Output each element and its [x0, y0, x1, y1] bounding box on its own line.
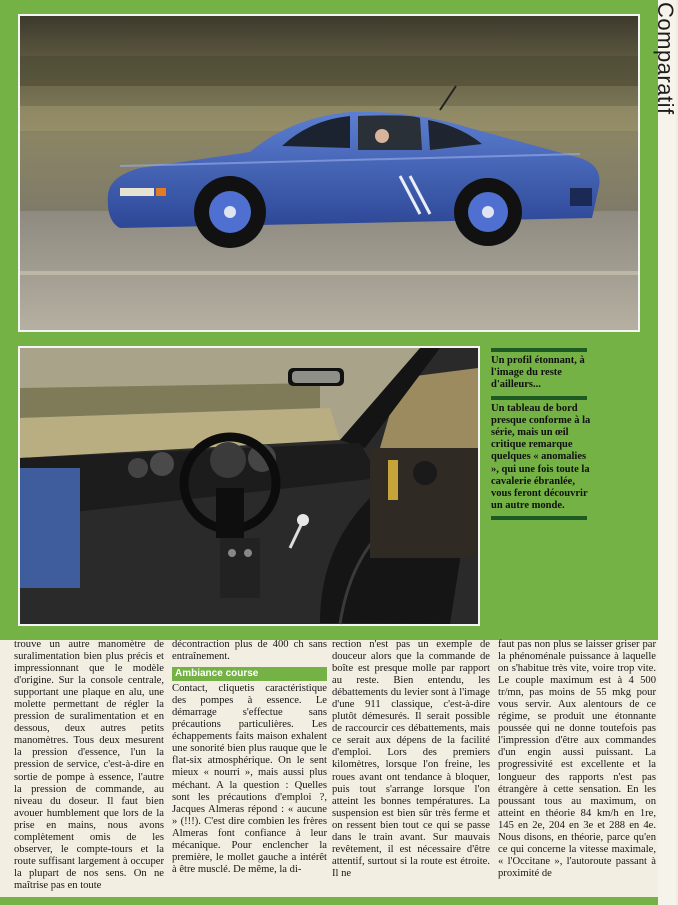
- section-title-vertical: [653, 2, 678, 142]
- column-1-text: trouve un autre manomètre de suralimentation bien plus précis et impressionnant que le modèle d'origine. Sur la console centrale, supportant une plaque en alu, une molette permettant de régler la pression de suralimentation et en dessous, deux autres petits manomètres. Tous deux mesurent la pression d'essence, l'un la pression de service, c'est-à-dire en sortie de pompe à essence, l'autre la pression de commande, au niveau du doseur. Il faut bien avouer humblement que lors de la prise en mains, nous avons complètement omis de les observer, le compte-tours et la route suffisant largement à occuper la plupart de nos sens. On ne maîtrise pas en toute: [14, 639, 164, 891]
- column-2-text: Contact, cliquetis caractéristique des pompes à essence. Le démarrage s'effectue sans précautions particulières. Les échappements faits maison exhalent une sonorité bien plus rauque que le flat-six atmosphérique. On le sent mieux « nourri », mais aussi plus méchant. A la question : Quelles sont les précautions d'emploi ?, Jacques Almeras répond : « aucune » (!!!). C'est dire combien les frères Almeras font confiance à leur mécanique. Pour enclencher la première, le mollet gauche a intérêt à être musclé. De même, la di-: [172, 683, 327, 875]
- caption-rule-bottom: [491, 516, 587, 520]
- column-4-text: faut pas non plus se laisser griser par la phénoménale puissance à laquelle on s'habitue très vite, voire trop vite. Le couple maximum est à 4 500 tr/mn, pas moins de 55 mkg pour vous servir. Aux alentours de ce régime, se produit une étonnante poussée qui ne donne toutefois pas l'impression d'être aux commandes d'un engin aussi puissant. La progressivité est excellente et la longueur des rapports n'est pas étrangère à cette sensation. En les poussant tous au maximum, on atteint en théorie 84 km/h en 1re, 145 en 2e, 204 en 3e et 288 en 4e. Nous disons, en théorie, parce qu'en ce qui concerne la vitesse maximale, « l'Occitane », l'autoroute passant à proximité de: [498, 639, 656, 879]
- caption-rule-middle: [491, 396, 587, 400]
- column-2-intro: décontraction plus de 400 ch sans entraînement.: [172, 639, 327, 663]
- article-body: [14, 639, 658, 901]
- caption-block-2: Un tableau de bord presque conforme à la série, mais un œil critique remarque quelques « anomalies », qui une fois toute la cavalerie ébranlée, vous feront découvrir un autre monde.: [491, 402, 591, 512]
- article-column-3: [332, 639, 490, 880]
- photo-caption: [491, 348, 591, 523]
- car-interior-illustration: [20, 348, 478, 624]
- article-column-4: [498, 639, 656, 880]
- column-3-text: rection n'est pas un exemple de douceur alors que la commande de boîte est presque molle par rapport au reste. Bien entendu, les débattements du levier sont à l'image d'une 911 classique, c'est-à-dire plutôt démesurés. Il serait possible de raccourcir ces débattements, mais ce serait aux dépens de la facilité d'emploi. Lors des premiers kilomètres, lorsque l'on freine, les roues avant ont tendance à bloquer, puis tout s'arrange lorsque l'on atteint les bonnes températures. La suspension est bien sûr très ferme et on ressent bien tout ce qui se passe dans le train avant. Sur mauvais revêtement, il est nécessaire d'être attentif, surtout si la route est étroite. Il ne: [332, 639, 490, 879]
- section-title-text: Comparatif: [653, 2, 678, 115]
- subheading-ambiance-course: Ambiance course: [172, 667, 327, 681]
- article-column-1: [14, 639, 164, 892]
- article-column-2: [172, 639, 327, 876]
- caption-block-1: Un profil étonnant, à l'image du reste d'ailleurs...: [491, 355, 585, 391]
- car-photo-exterior: [18, 14, 640, 332]
- car-exterior-illustration: [20, 16, 638, 330]
- bottom-green-bar: [0, 897, 658, 905]
- caption-rule-top: [491, 348, 587, 352]
- car-photo-interior: [18, 346, 480, 626]
